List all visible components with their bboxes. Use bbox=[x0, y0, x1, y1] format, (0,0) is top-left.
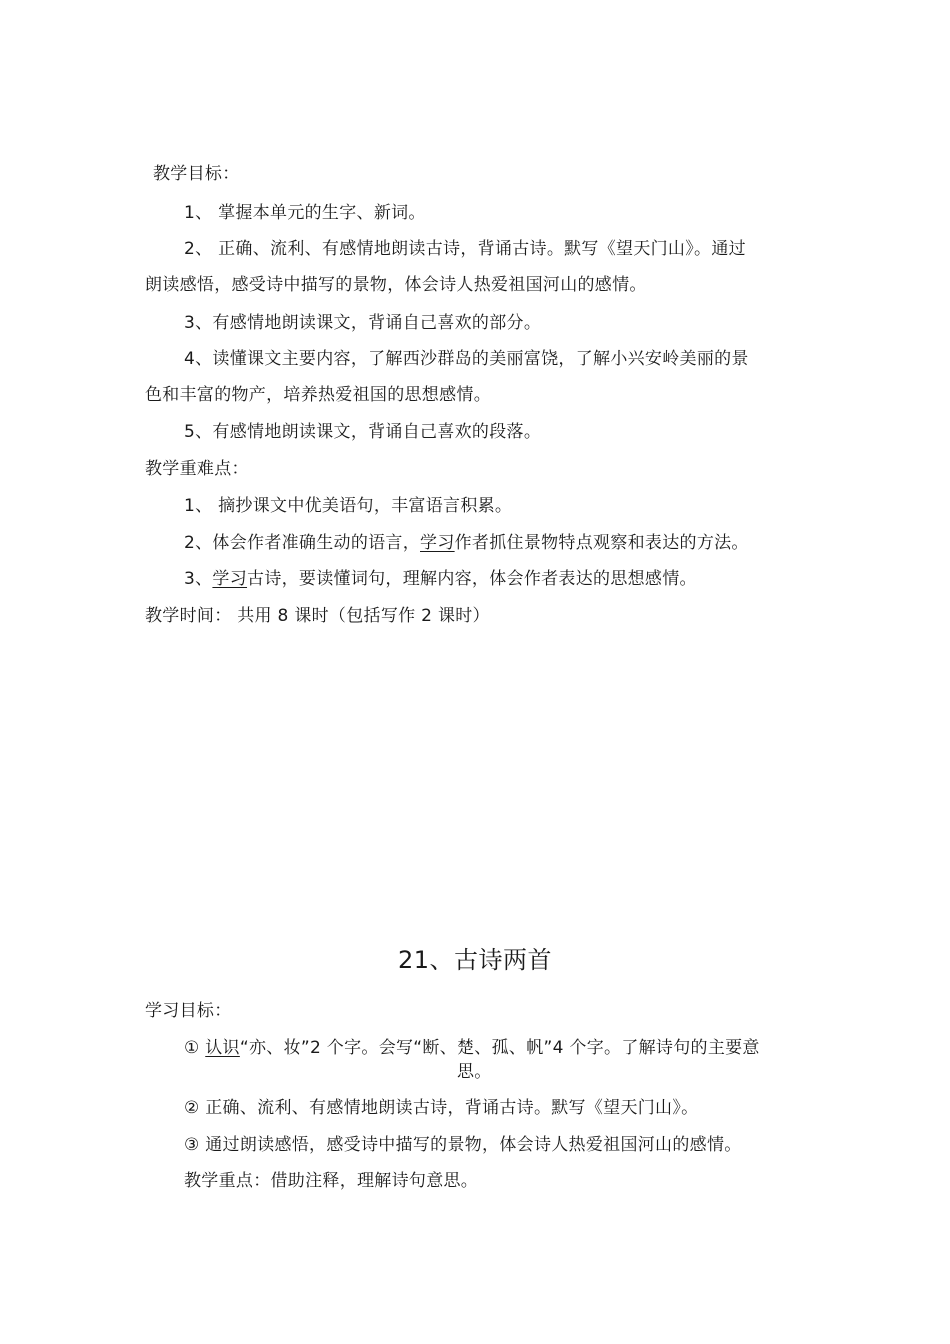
goal-3: 3、有感情地朗读课文，背诵自己喜欢的部分。 bbox=[184, 313, 542, 333]
difficulty-3-text-end: 古诗，要读懂词句，理解内容，体会作者表达的思想感情。 bbox=[247, 569, 697, 589]
goal-4-line-1: 4、读懂课文主要内容，了解西沙群岛的美丽富饶，了解小兴安岭美丽的景 bbox=[184, 349, 749, 369]
learning-goal-1-text: “亦、妆”2 个字。会写“断、楚、孤、帆”4 个字。了解诗句的主要意 bbox=[239, 1038, 760, 1058]
learning-goal-3: ③ 通过朗读感悟，感受诗中描写的景物，体会诗人热爱祖国河山的感情。 bbox=[184, 1135, 742, 1155]
learning-goal-1-marker: ① bbox=[184, 1038, 206, 1058]
difficulty-2-text-start: 2、体会作者准确生动的语言， bbox=[184, 533, 421, 553]
goal-2-line-1: 2、 正确、流利、有感情地朗读古诗，背诵古诗。默写《望天门山》。通过 bbox=[184, 239, 746, 259]
difficulty-heading: 教学重难点： bbox=[145, 459, 249, 479]
difficulty-3-number: 3、 bbox=[184, 569, 213, 589]
goal-5: 5、有感情地朗读课文，背诵自己喜欢的段落。 bbox=[184, 422, 542, 442]
difficulty-2-text-end: 作者抓住景物特点观察和表达的方法。 bbox=[454, 533, 749, 553]
difficulty-2-underlined-word: 学习 bbox=[420, 533, 455, 553]
teaching-goals-heading: 教学目标： bbox=[153, 164, 240, 184]
goal-1: 1、 掌握本单元的生字、新词。 bbox=[184, 203, 426, 223]
learning-goal-1-line-1 bbox=[184, 1037, 760, 1059]
goal-4-line-2: 色和丰富的物产，培养热爱祖国的思想感情。 bbox=[145, 385, 491, 405]
key-point: 教学重点：借助注释，理解诗句意思。 bbox=[184, 1171, 479, 1191]
difficulty-3-underlined-word: 学习 bbox=[212, 569, 248, 589]
learning-goal-1-underlined-word: 认识 bbox=[205, 1038, 240, 1058]
learning-goal-2: ② 正确、流利、有感情地朗读古诗，背诵古诗。默写《望天门山》。 bbox=[184, 1098, 699, 1118]
learning-goal-1-line-2: 思。 bbox=[457, 1062, 492, 1082]
learning-goals-heading: 学习目标： bbox=[145, 1001, 232, 1021]
lesson-title: 21、古诗两首 bbox=[397, 946, 553, 974]
difficulty-3 bbox=[184, 568, 697, 590]
difficulty-1: 1、 摘抄课文中优美语句，丰富语言积累。 bbox=[184, 496, 513, 516]
goal-2-line-2: 朗读感悟，感受诗中描写的景物，体会诗人热爱祖国河山的感情。 bbox=[145, 275, 647, 295]
difficulty-2 bbox=[184, 532, 749, 554]
teaching-time: 教学时间： 共用 8 课时（包括写作 2 课时） bbox=[145, 606, 490, 626]
